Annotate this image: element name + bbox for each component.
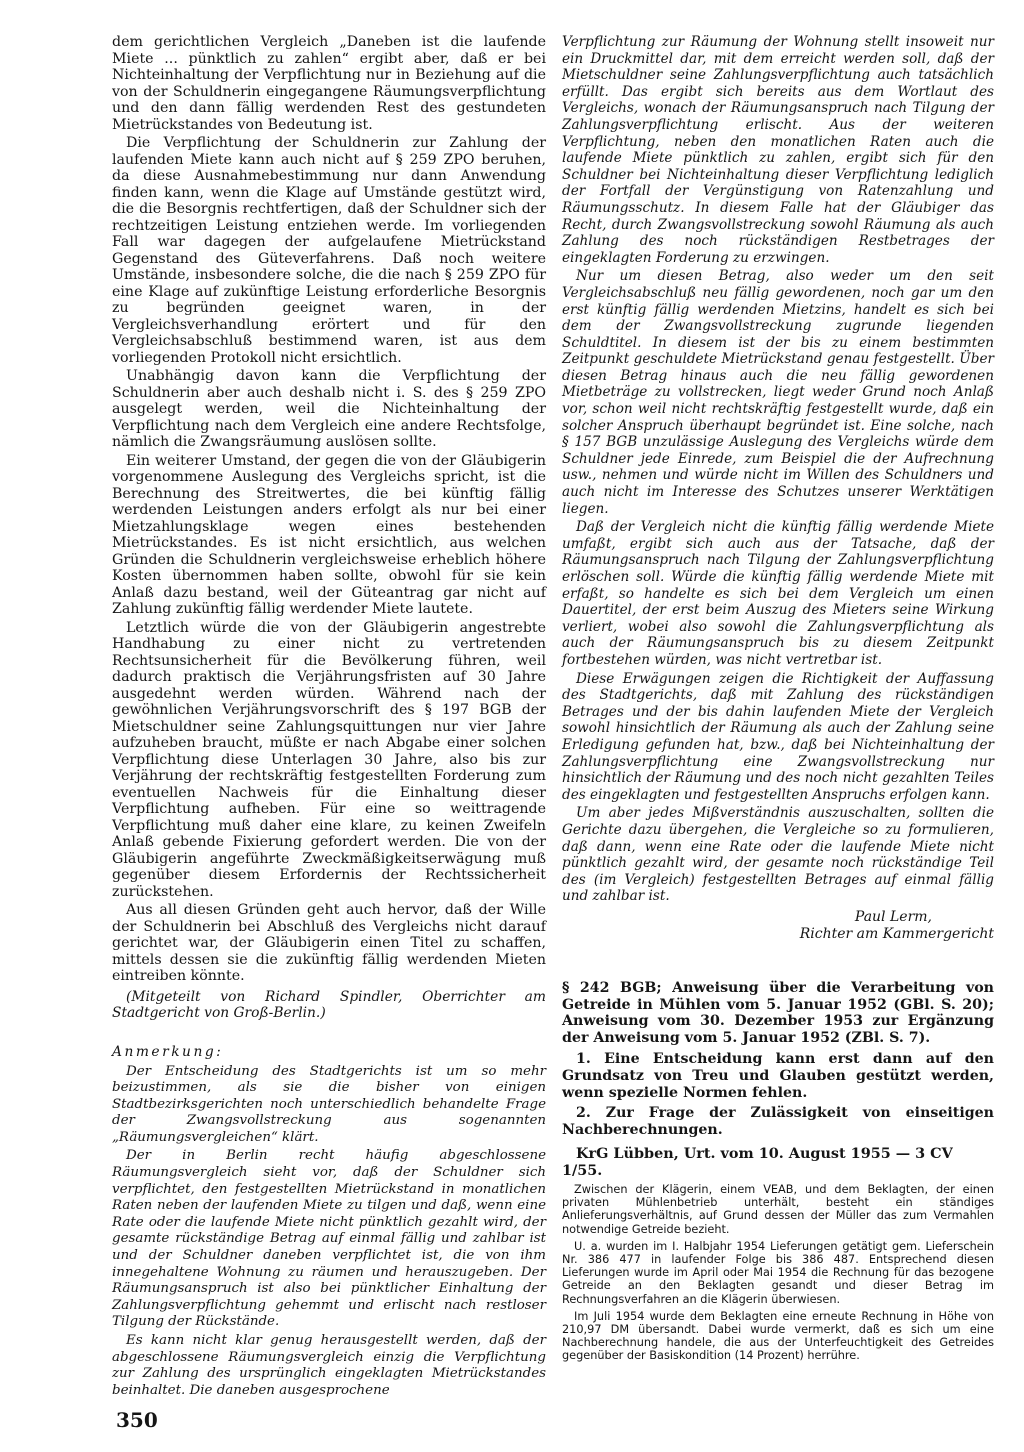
facts-paragraph: U. a. wurden im I. Halbjahr 1954 Lieferungen getätigt gem. Lieferschein Nr. 386 477 in laufender Folge bis 386 487. Entsprechend diesen Lieferungen wurde im April oder Mai 1954 die Rechnung für das bezogene Getreide an den Beklagten gesandt und dieser Betrag im Rechnungsverfahren an die Klägerin überwiesen. — [562, 1239, 994, 1306]
body-paragraph: Ein weiterer Umstand, der gegen die von der Gläubigerin vorgenommene Auslegung des Vergleichs spricht, ist die Berechnung des Streitwertes, die bei künftig fällig werdenden Leistungen anders erfolgt als nur bei einer Mietzahlungsklage wegen eines bestehenden Mietrückstandes. Es ist nicht ersichtlich, aus welchen Gründen die Schuldnerin vergleichsweise erheblich höhere Kosten übernommen haben sollte, obwohl für sie kein Anlaß dazu bestand, weil der Güteantrag gar nicht auf Zahlung zukünftig fällig werdender Miete lautete. — [112, 452, 546, 617]
thesis-2: 2. Zur Frage der Zulässigkeit von einseitigen Nachberechnungen. — [562, 1105, 994, 1139]
signature-role: Richter am Kammergericht — [799, 925, 994, 942]
case-heading: § 242 BGB; Anweisung über die Verarbeitung von Getreide in Mühlen vom 5. Januar 1952 (GBl. S. 20); Anweisung vom 30. Dezember 1953 zur Ergänzung der Anweisung vom 5. Januar 1952 (ZBl. S. 7). — [562, 979, 994, 1047]
annotation-paragraph: Es kann nicht klar genug herausgestellt werden, daß der abgeschlossene Räumungsvergleich einzig die Verpflichtung zur Zahlung des ursprünglich eingeklagten Mietrückstandes beinhaltet. Die daneben ausgesprochene — [112, 1333, 546, 1398]
signature-name: Paul Lerm, — [854, 908, 932, 925]
body-paragraph: Die Verpflichtung der Schuldnerin zur Zahlung der laufenden Miete kann auch nicht auf § 259 ZPO beruhen, da diese Ausnahmebestimmung nur dann Anwendung finden kann, wenn die Klage auf Umstände gestützt wird, die die Besorgnis rechtfertigen, daß der Schuldner sich der rechtzeitigen Leistung entziehen werde. Im vorliegenden Fall war dagegen der aufgelaufene Mietrückstand Gegenstand des Güteverfahrens. Daß noch weitere Umstände, insbesondere solche, die die nach § 259 ZPO für eine Klage auf zukünftige Leistung erforderliche Besorgnis zu begründen geeignet waren, in der Vergleichsverhandlung erörtert und für den Vergleichsabschluß bestimmend waren, ist aus dem vorliegenden Protokoll nicht ersichtlich. — [112, 135, 546, 366]
body-paragraph: dem gerichtlichen Vergleich „Daneben ist die laufende Miete ... pünktlich zu zahlen“ ergibt aber, daß er bei Nichteinhaltung der Verpflichtung nur in Beziehung auf die von der Schuldnerin eingegangene Räumungsverpflichtung und den dann fällig werdenden Rest des gestundeten Mietrückstandes von Bedeutung ist. — [112, 34, 546, 133]
annotation-paragraph: Der Entscheidung des Stadtgerichts ist um so mehr beizustimmen, als sie die bisher von einigen Stadtbezirksgerichten noch unterschiedlich behandelte Frage der Zwangsvollstreckung aus sogenannten „Räumungsvergleichen“ klärt. — [112, 1063, 546, 1145]
anmerkung-heading: Anmerkung: — [112, 1043, 224, 1060]
page-number: 350 — [116, 1408, 158, 1432]
annotation-paragraph: Um aber jedes Mißverständnis auszuschalten, sollten die Gerichte dazu übergehen, die Vergleiche so zu formulieren, daß dann, wenn eine Rate oder die laufende Miete nicht pünktlich gezahlt wird, der gesamte noch rückständige Teil des (im Vergleich) festgestellten Betrages auf einmal fällig und zahlbar ist. — [562, 805, 994, 905]
body-paragraph: Aus all diesen Gründen geht auch hervor, daß der Wille der Schuldnerin bei Abschluß des Vergleichs nicht darauf gerichtet war, der Gläubigerin einen Titel zu schaffen, mittels dessen sie die zukünftig fällig werdenden Mieten eintreiben könnte. — [112, 902, 546, 984]
court-citation: KrG Lübben, Urt. vom 10. August 1955 — 3 CV 1/55. — [562, 1145, 953, 1180]
left-column — [112, 34, 546, 1401]
facts-paragraph: Im Juli 1954 wurde dem Beklagten eine erneute Rechnung in Höhe von 210,97 DM übersandt. Dabei wurde vermerkt, daß es sich um eine Nachberechnung handele, die aus der Unterfeuchtigkeit des Getreides gegenüber der Basiskondition (14 Prozent) herrühre. — [562, 1309, 994, 1363]
thesis-1: 1. Eine Entscheidung kann erst dann auf den Grundsatz von Treu und Glauben gestützt werden, wenn spezielle Normen fehlen. — [562, 1051, 994, 1101]
annotation-paragraph: Daß der Vergleich nicht die künftig fällig werdende Miete umfaßt, ergibt sich auch aus der Tatsache, daß der Räumungsanspruch nach Tilgung der Zahlungsverpflichtung erlöschen soll. Würde die künftig fällig werdende Miete mit erfaßt, so handelte es sich bei dem Vergleich um einen Dauertitel, der erst beim Auszug des Mieters seine Wirkung verliert, wobei also sowohl die Zahlungsverpflichtung als auch der Räumungsanspruch bis zu diesem Zeitpunkt fortbestehen würden, was nicht vertretbar ist. — [562, 519, 994, 668]
facts-paragraph: Zwischen der Klägerin, einem VEAB, und dem Beklagten, der einen privaten Mühlenbetrieb unterhält, besteht ein ständiges Anlieferungsverhältnis, auf Grund dessen der Müller das zum Vermahlen notwendige Getreide bezieht. — [562, 1183, 994, 1236]
body-paragraph: Letztlich würde die von der Gläubigerin angestrebte Handhabung zu einer nicht zu vertretenden Rechtsunsicherheit für die Bevölkerung führen, weil dadurch praktisch die Verjährungsfristen auf 30 Jahre ausgedehnt werden würden. Während nach der gewöhnlichen Verjährungsvorschrift des § 197 BGB der Mietschuldner seine Zahlungsquittungen nur vier Jahre aufzuheben braucht, müßte er nach Abgabe einer solchen Verpflichtung diese Unterlagen 30 Jahre, also bis zur Verjährung der rechtskräftig festgestellten Forderung zum eventuellen Nachweis für die Einhaltung dieser Verpflichtung aufheben. Für eine so weittragende Verpflichtung muß daher eine klare, zu keinen Zweifeln Anlaß gebende Fixierung gefordert werden. Die von der Gläubigerin angeführte Zweckmäßigkeitserwägung muß gegenüber diesem Erfordernis der Rechtssicherheit zurückstehen. — [112, 619, 546, 900]
annotation-paragraph: Der in Berlin recht häufig abgeschlossene Räumungsvergleich sieht vor, daß der Schuldner sich verpflichtet, den festgestellten Mietrückstand in monatlichen Raten neben der laufenden Miete zu tilgen und daß, wenn eine Rate oder die laufende Miete nicht pünktlich gezahlt wird, der gesamte rückständige Betrag auf einmal fällig und zahlbar ist und der Schuldner daneben verpflichtet ist, die von ihm innegehaltene Wohnung zu räumen und herauszugeben. Der Räumungsanspruch ist also bei pünktlicher Einhaltung der Zahlungsverpflichtung gehemmt und erlischt nach restloser Tilgung der Rückstände. — [112, 1148, 546, 1330]
annotation-paragraph: Verpflichtung zur Räumung der Wohnung stellt insoweit nur ein Druckmittel dar, mit dem erreicht werden soll, daß der Mietschuldner seine Zahlungsverpflichtung auch tatsächlich erfüllt. Das ergibt sich bereits aus dem Wortlaut des Vergleichs, wonach der Räumungsanspruch nach Tilgung der Zahlungsverpflichtung erlischt. Aus der weiteren Verpflichtung, neben den monatlichen Raten auch die laufende Miete pünktlich zu zahlen, ergibt sich für den Schuldner bei Nichteinhaltung dieser Verpflichtung lediglich der Fortfall der Vergünstigung von Ratenzahlung und Räumungsschutz. In diesem Falle hat der Gläubiger das Recht, durch Zwangsvollstreckung sowohl Räumung als auch Zahlung des noch rückständigen Restbetrages der eingeklagten Forderung zu erzwingen. — [562, 34, 994, 266]
annotation-paragraph: Diese Erwägungen zeigen die Richtigkeit der Auffassung des Stadtgerichts, daß mit Zahlung des rückständigen Betrages und der bis dahin laufenden Miete der Vergleich sowohl hinsichtlich der Räumung als auch der Zahlung seine Erledigung gefunden hat, bzw., daß bei Nichteinhaltung der Zahlungsverpflichtung eine Zwangsvollstreckung nur hinsichtlich der Räumung und des noch nicht gezahlten Teiles des eingeklagten und festgestellten Anspruchs erfolgen kann. — [562, 670, 994, 803]
credit-line: (Mitgeteilt von Richard Spindler, Oberrichter am Stadtgericht von Groß-Berlin.) — [112, 988, 546, 1021]
body-paragraph: Unabhängig davon kann die Verpflichtung der Schuldnerin aber auch deshalb nicht i. S. des § 259 ZPO ausgelegt werden, weil die Nichteinhaltung der Verpflichtung nach dem Vergleich eine andere Rechtsfolge, nämlich die Zwangsräumung auslösen sollte. — [112, 368, 546, 450]
annotation-paragraph: Nur um diesen Betrag, also weder um den seit Vergleichsabschluß neu fällig gewordenen, noch gar um den erst künftig fällig werdenden Mietzins, handelt es sich bei dem der Zwangsvollstreckung zugrunde liegenden Schuldtitel. In diesem ist der bis zu einem bestimmten Zeitpunkt geschuldete Mietrückstand genau festgestellt. Über diesen Betrag hinaus auch die neu fällig gewordenen Mietbeträge zu vollstrecken, liegt weder Grund noch Anlaß vor, schon weil nicht rechtskräftig festgestellt wurde, daß ein solcher Anspruch überhaupt begründet ist. Eine solche, nach § 157 BGB unzulässige Auslegung des Vergleichs würde dem Schuldner jede Einrede, zum Beispiel die der Aufrechnung usw., nehmen und würde nicht im Willen des Schuldners und auch nicht im Interesse des Schutzes unserer Werktätigen liegen. — [562, 268, 994, 517]
right-column — [562, 34, 994, 1363]
